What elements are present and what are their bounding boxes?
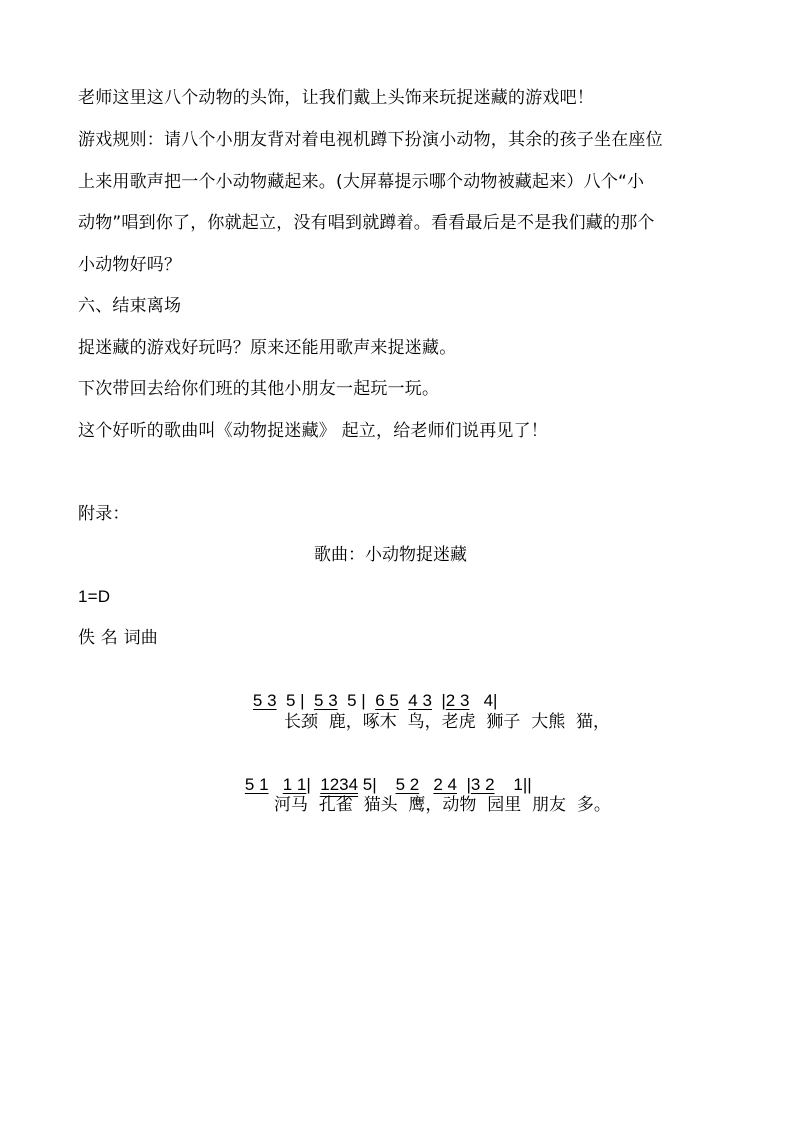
paragraph-5: 小动物好吗？ (78, 255, 182, 275)
note-sep: 1|| (494, 775, 532, 794)
note-sep: 5| (358, 775, 396, 794)
paragraph-8: 这个好听的歌曲叫《动物捉迷藏》 起立，给老师们说再见了！ (78, 421, 549, 441)
song-title: 歌曲：小动物捉迷藏 (314, 545, 467, 565)
note-sep (269, 775, 283, 794)
note-sep: 5 | (337, 691, 376, 710)
lyrics-line-2: 河马 孔雀 猫头 鹰，动物 园里 朋友 多。 (274, 795, 611, 815)
note-sep (399, 691, 408, 710)
song-credit: 佚 名 词曲 (78, 628, 159, 648)
paragraph-3: 上来用歌声把一个小动物藏起来。(大屏幕提示哪个动物被藏起来）八个“小 (78, 172, 645, 192)
note-group: 2 3 (445, 691, 470, 710)
note-group: 5 2 (395, 775, 420, 794)
note-sep: 5 | (276, 691, 315, 710)
note-sep: | (431, 691, 446, 710)
paragraph-6: 捉迷藏的游戏好玩吗？原来还能用歌声来捉迷藏。 (78, 338, 457, 358)
paragraph-4: 动物”唱到你了，你就起立，没有唱到就蹲着。看看最后是不是我们藏的那个 (78, 213, 655, 233)
note-group: 1 1 (282, 775, 307, 794)
note-group: 2 4 (433, 775, 458, 794)
note-sep: | (457, 775, 471, 794)
note-group: 5 3 (252, 691, 277, 710)
note-sep: 4| (469, 691, 498, 710)
section-heading-closing: 六、结束离场 (78, 296, 182, 316)
paragraph-1: 老师这里这八个动物的头饰，让我们戴上头饰来玩捉迷藏的游戏吧！ (78, 88, 594, 108)
note-sep (419, 775, 433, 794)
note-group: 5 3 (314, 691, 338, 710)
note-group: 4 3 (408, 691, 432, 710)
paragraph-2: 游戏规则：请八个小朋友背对着电视机蹲下扮演小动物，其余的孩子坐在座位 (78, 130, 663, 150)
lyrics-line-1: 长颈 鹿，啄木 鸟，老虎 狮子 大熊 猫， (284, 712, 611, 732)
note-sep: | (306, 775, 321, 794)
song-key: 1=D (78, 587, 111, 606)
paragraph-7: 下次带回去给你们班的其他小朋友一起玩一玩。 (78, 379, 440, 399)
note-group: 5 1 (244, 775, 269, 794)
note-group: 6 5 (375, 691, 399, 710)
appendix-heading: 附录： (78, 504, 130, 524)
note-group: 1234 (320, 775, 359, 794)
note-group: 3 2 (470, 775, 495, 794)
